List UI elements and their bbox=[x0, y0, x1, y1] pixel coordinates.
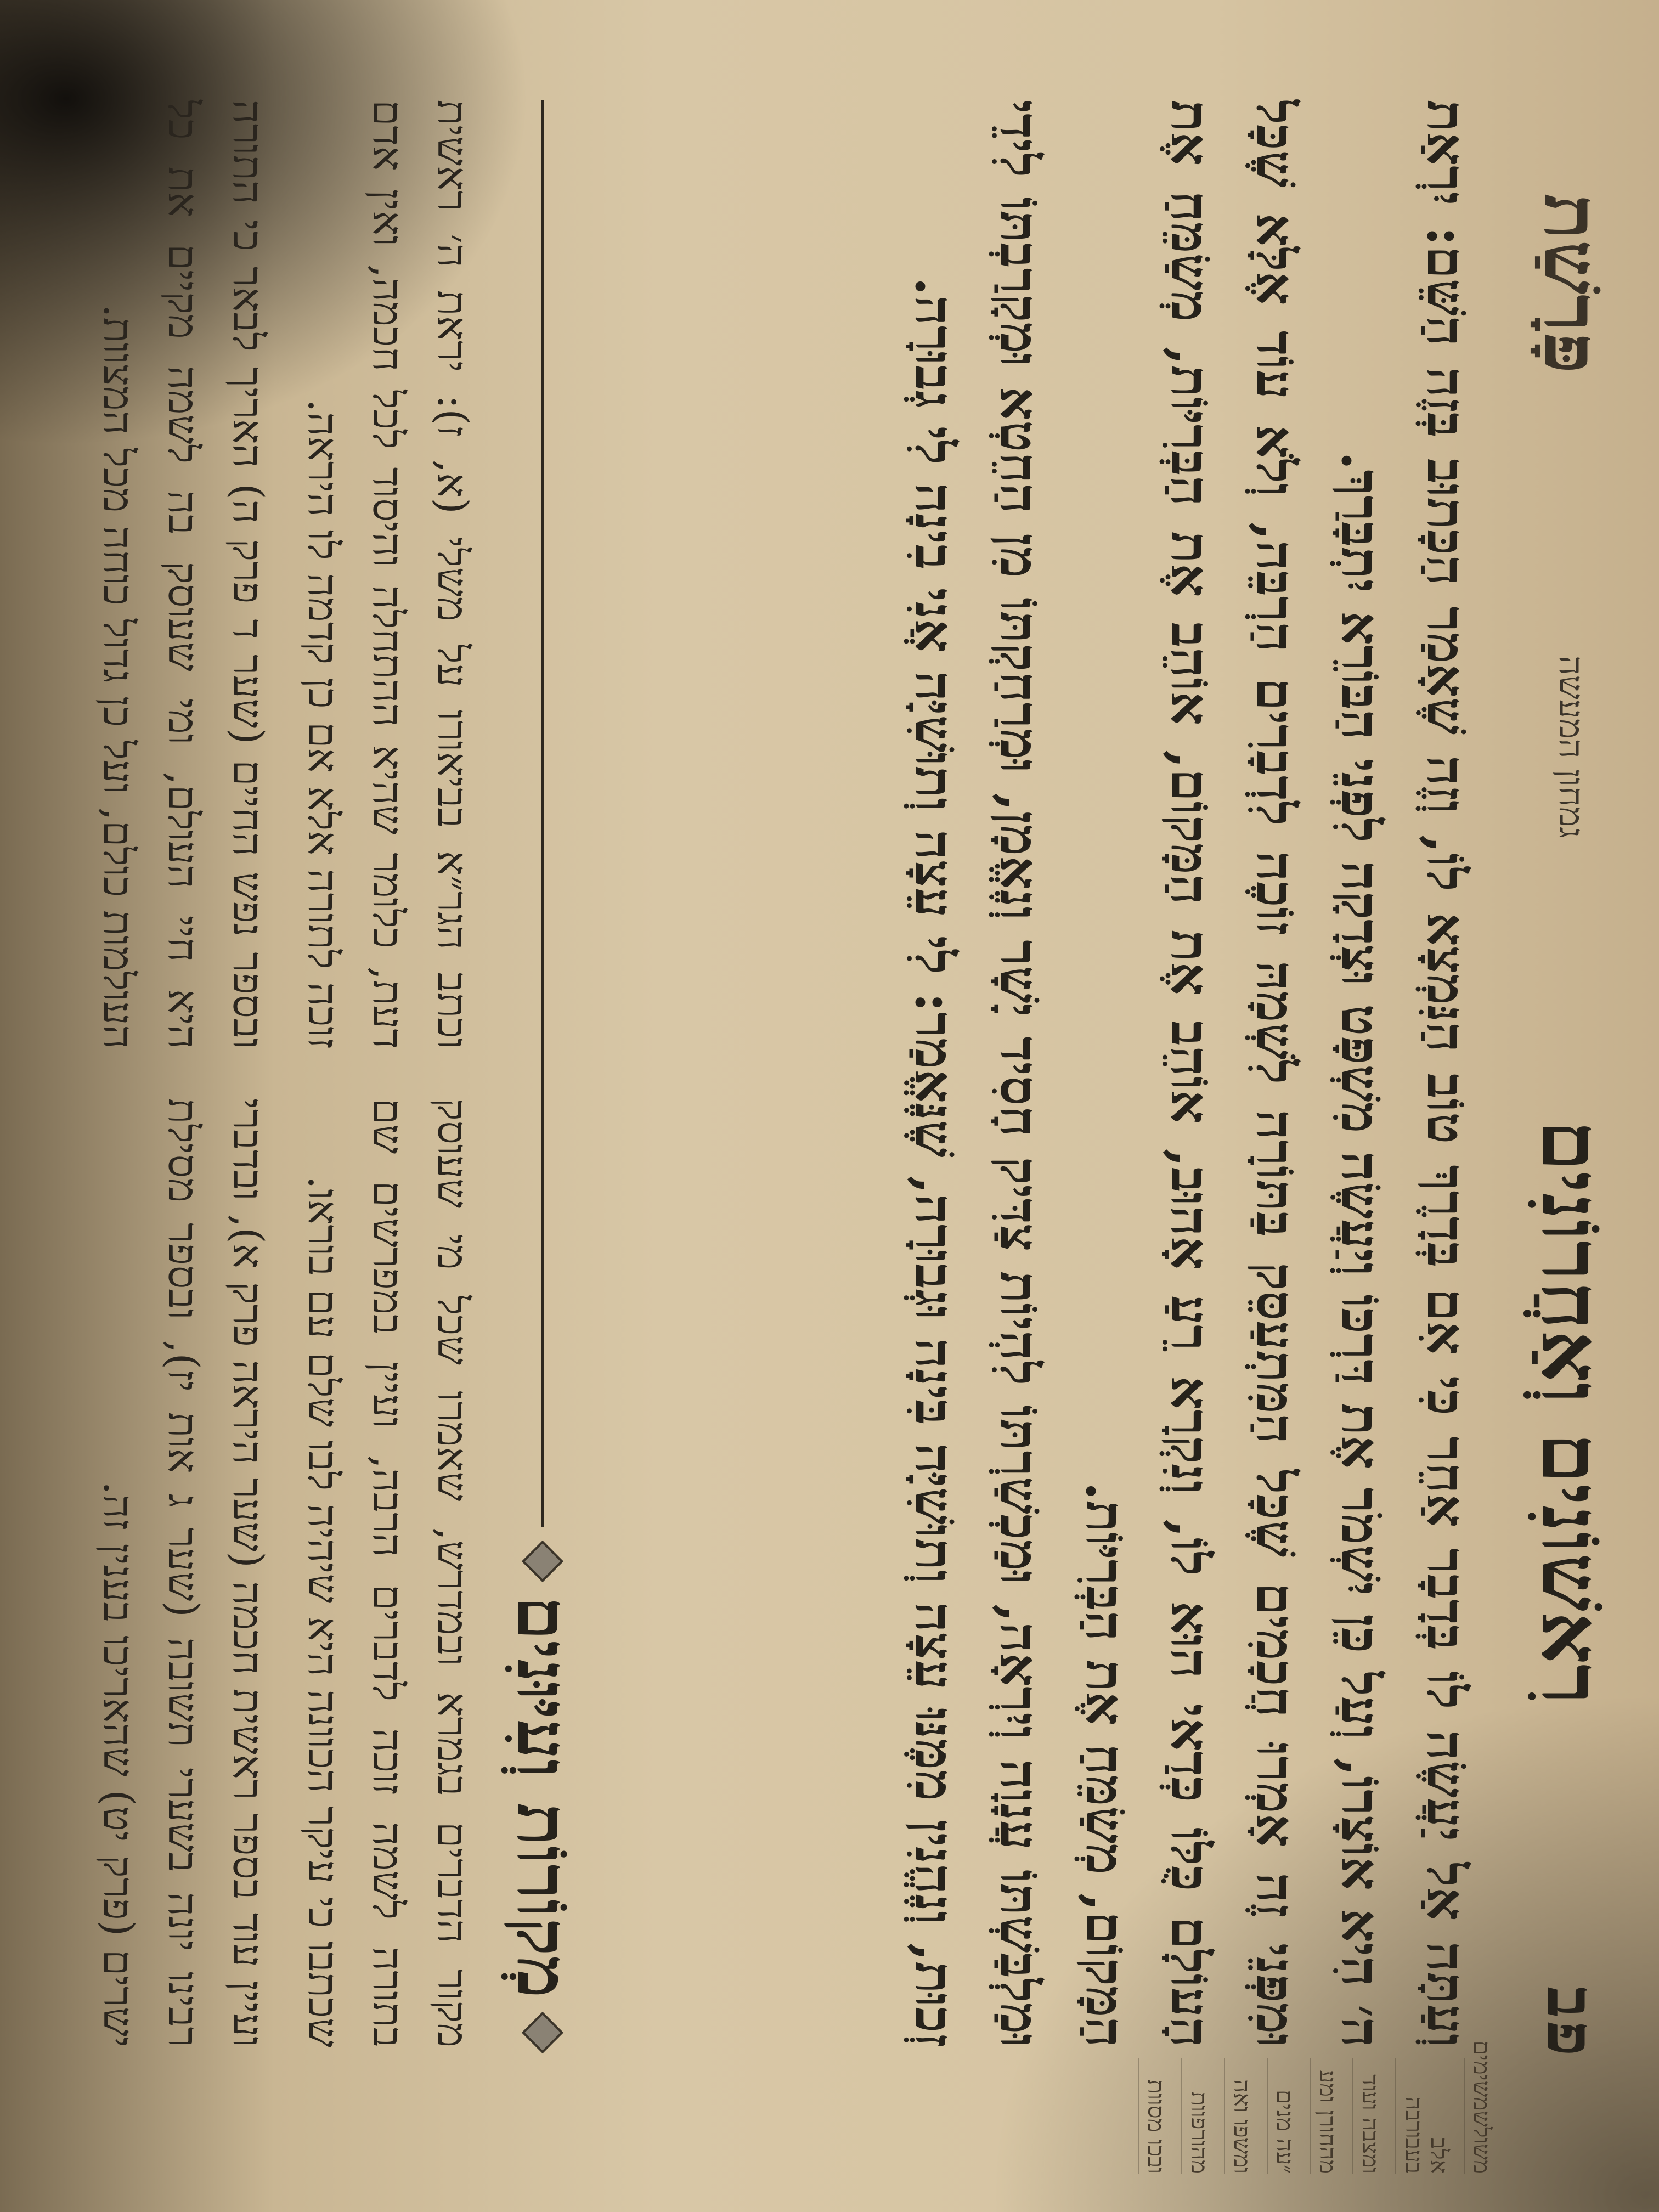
page-title: רִאשׁוֹנִים וְאַחֲרוֹנִים bbox=[1523, 1120, 1620, 1705]
section-title: מְקוֹרוֹת וְעִיּוּנִים bbox=[501, 1595, 585, 1998]
section-divider bbox=[501, 100, 584, 2047]
diamond-ornament-icon bbox=[522, 1541, 563, 1582]
margin-note: ומשפו ואה bbox=[1224, 2058, 1255, 2174]
margin-note: ״עה מנים bbox=[1267, 2058, 1297, 2174]
commentary-paragraph: ועיין עוד בספר ראשית חכמה (שער היראה פרק א), ובדברי רבינו יונה בשערי תשובה (שער ג אות יז), ובספר מסילת ישרים (פרק יט) שהאריכו בענין זה. bbox=[94, 1098, 273, 2047]
diamond-ornament-icon bbox=[522, 2012, 563, 2053]
margin-note: ובכו מסוות bbox=[1138, 2058, 1169, 2174]
margin-note: מהחורן ומע bbox=[1310, 2058, 1340, 2174]
margin-note: משולשמשימים bbox=[1464, 2058, 1494, 2174]
margin-note: ומצבה ועוד bbox=[1352, 2058, 1383, 2174]
page-number: פב bbox=[1532, 1986, 1610, 2058]
main-paragraph: וְעַתָּה אַל יַעֲשֶׂה לוֹ בְּדָבָר אַחֵר כִּי אִם בְּדָרֶךְ טוֹב הַנִּמְצָא לוֹ, וְזֶה שֶׁאָמַר הַכָּתוּב בְּזֶה הַשֵּׁם: יִרְאַת ה׳ הִיא אוֹצָרוֹ, וְעַל כֵּן יִשְׁמֹר אֶת דַּרְכּוֹ וְיַעֲשֶׂה מִשְׁפָּט וּצְדָקָה לִפְנֵי הַבּוֹרֵא יִתְבָּרַךְ. bbox=[1330, 100, 1477, 2047]
book-title: פָּרָשַׁת bbox=[1526, 193, 1616, 374]
commentary-paragraph: וכתב הגר״א בביאורו על משלי (א, ז): יראת ה׳ ראשית דעת, כלומר שהיא ההתחלה והיסוד לכל חכמה, ואין אדם זוכה לתורה אלא אם כן קדמה לו היראה. bbox=[299, 100, 477, 1049]
page-subtitle: גמחון המעשה bbox=[1551, 656, 1592, 838]
margin-note: אלב בעבורבה bbox=[1395, 2058, 1451, 2174]
commentary-paragraph: מקור הדברים בגמרא ובמדרש, שאמרו שכל מי שעוסק בתורה לשמה זוכה לדברים הרבה, ועיין במפרשים שם שכתבו כי עיקר הכוונה היא שיהיה לבו שלם עם בוראו. bbox=[299, 1098, 477, 2047]
main-paragraph: וּמִפְּנֵי זֶה אָמְרוּ חֲכָמִים שֶׁכָּל הַמִּתְעַסֵּק בַּתּוֹרָה לִשְׁמָהּ זוֹכֶה לִדְבָרִים הַרְבֵּה, וְלֹא עוֹד אֶלָּא שֶׁכָּל הָעוֹלָם כֻּלּוֹ כְּדַאי הוּא לוֹ, וְנִקְרָא רֵעַ אָהוּב, אוֹהֵב אֶת הַמָּקוֹם, אוֹהֵב אֶת הַבְּרִיּוֹת, מְשַׂמֵּחַ אֶת הַמָּקוֹם, מְשַׂמֵּחַ אֶת הַבְּרִיּוֹת. bbox=[1074, 100, 1307, 2048]
running-head bbox=[1505, 193, 1637, 2058]
commentary-paragraph: ובספר נפש החיים (שער ד פרק ה) האריך לבאר כי התורה היא חיי העולם, ומי שעוסק בה לשמה מקיים את כל העולמות כולם, ועל כן גדול כוחה מכל המצוות. bbox=[94, 100, 273, 1049]
commentary-text bbox=[19, 100, 485, 2047]
divider-line bbox=[541, 100, 544, 1527]
main-text bbox=[584, 100, 1489, 2047]
margin-notes bbox=[507, 2040, 1496, 2174]
main-paragraph: וּמַלְבַּשְׁתּוֹ עֲנָוָה וְיִרְאָה, וּמַכְשַׁרְתּוֹ לִהְיוֹת צַדִּיק חָסִיד יָשָׁר וְנֶאֱמָן, וּמְרַחַקְתּוֹ מִן הַחֵטְא וּמְקָרַבְתּוֹ לִידֵי זְכוּת, וְנֶהֱנִין מִמֶּנּוּ עֵצָה וְתוּשִׁיָּה בִּינָה וּגְבוּרָה, שֶׁנֶּאֱמַר: לִי עֵצָה וְתוּשִׁיָּה אֲנִי בִינָה לִי גְבוּרָה. bbox=[903, 100, 1051, 2047]
margin-note: מהורפוות bbox=[1181, 2058, 1212, 2174]
